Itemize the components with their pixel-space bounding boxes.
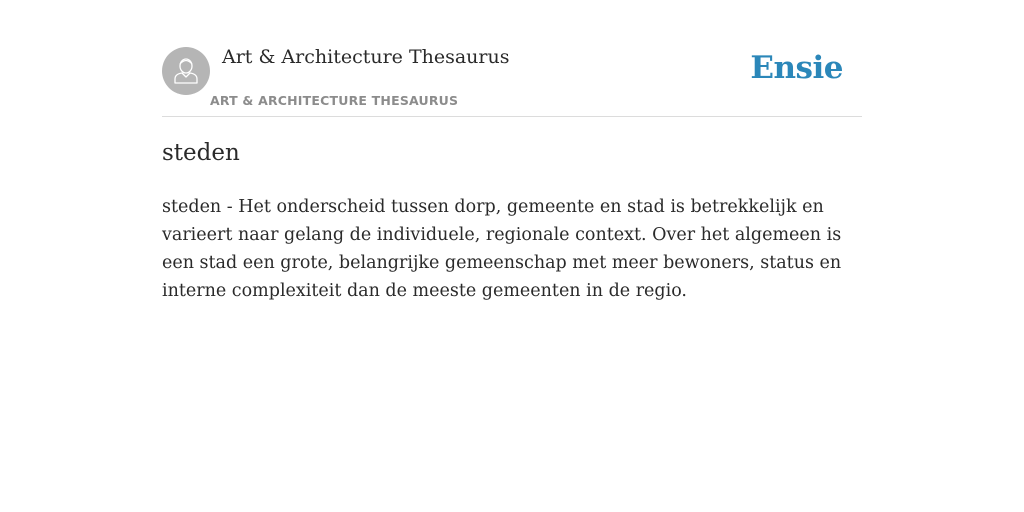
ensie-logo[interactable]: Ensie	[750, 50, 843, 86]
user-icon	[162, 47, 210, 95]
entry-title: steden	[162, 140, 240, 166]
author-avatar[interactable]	[162, 47, 210, 95]
source-label[interactable]: ART & ARCHITECTURE THESAURUS	[210, 93, 459, 108]
entry-header	[162, 46, 862, 117]
entry-definition: steden - Het onderscheid tussen dorp, gemeente en stad is betrekkelijk en varieert naar gelang de individuele, regionale context. Over het algemeen is een stad een grote, belangrijke gemeenschap met meer bewoners, status en interne complexiteit dan de meeste gemeenten in de regio.	[162, 197, 842, 301]
author-link[interactable]: Art & Architecture Thesaurus	[222, 46, 510, 68]
